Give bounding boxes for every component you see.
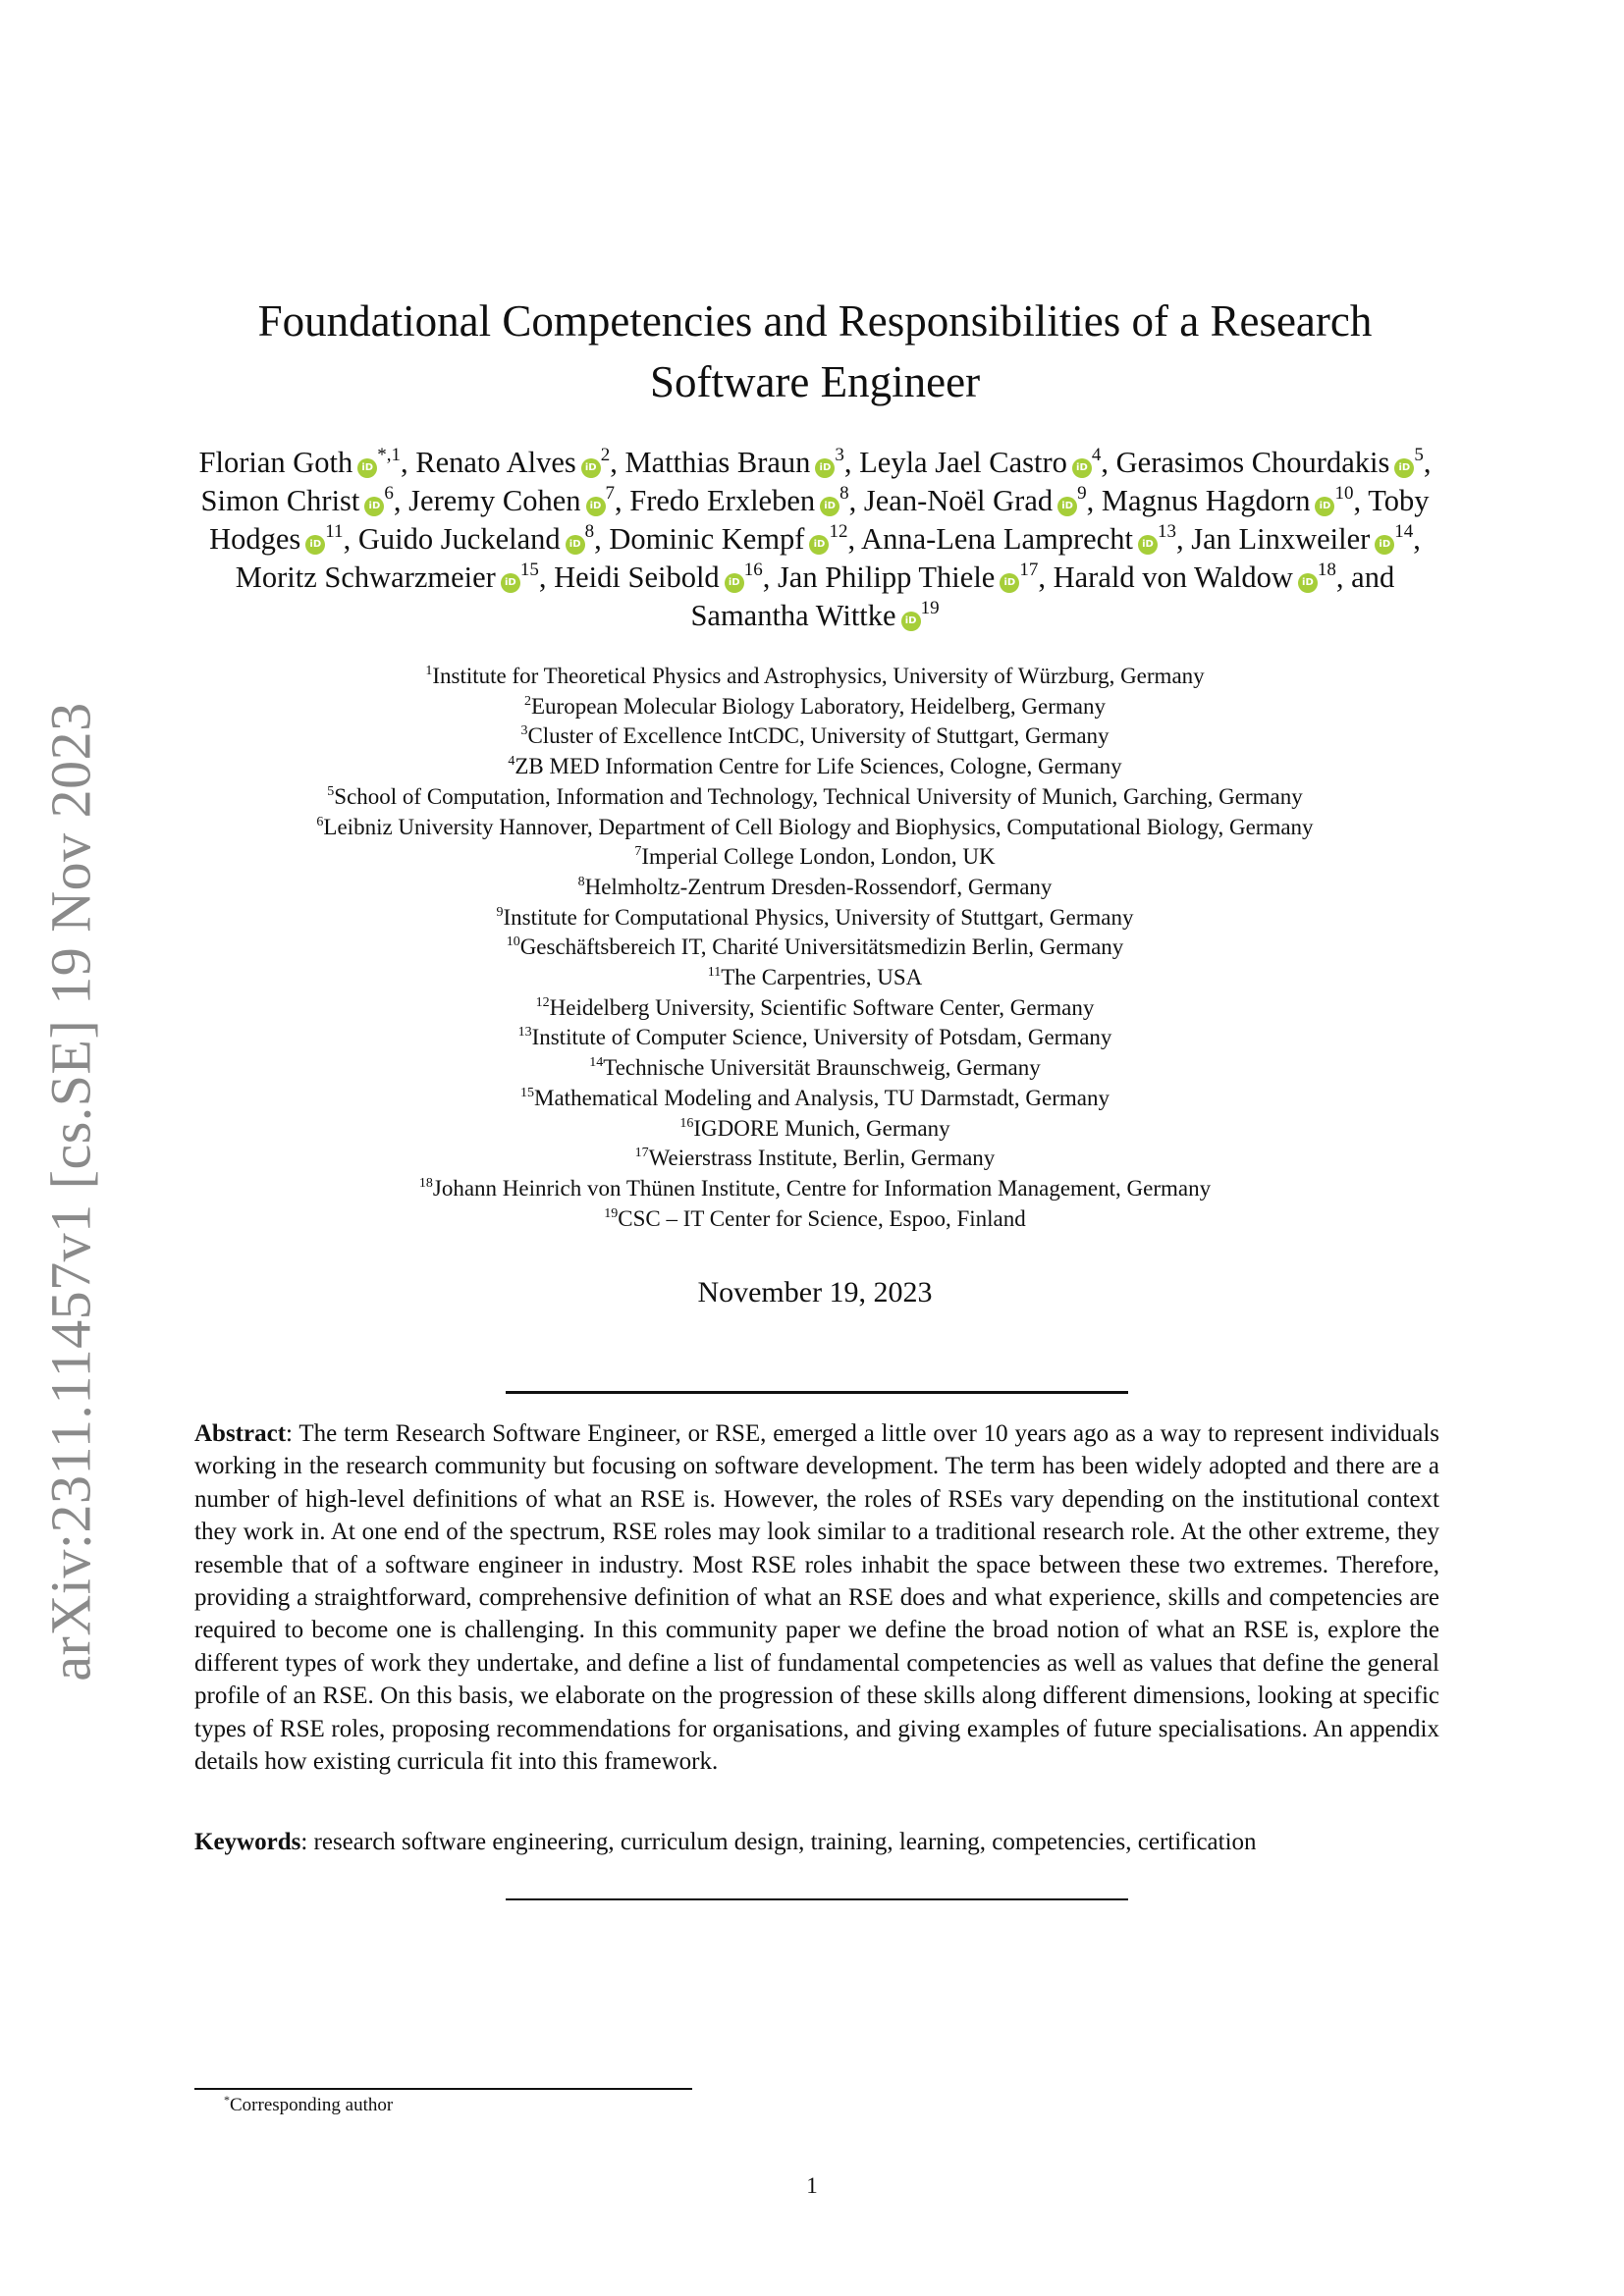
author-affiliation-mark: 13 <box>1157 521 1176 542</box>
author-name: Florian Goth <box>198 446 353 479</box>
author-affiliation-mark: 7 <box>605 483 615 504</box>
orcid-icon[interactable]: iD <box>809 535 829 555</box>
affiliation-number: 12 <box>535 994 550 1010</box>
author-name: Jeremy Cohen <box>408 484 581 517</box>
author-affiliation-mark: 14 <box>1394 521 1414 542</box>
affiliation <box>177 993 1453 1024</box>
affiliation-text: Imperial College London, London, UK <box>641 844 996 870</box>
affiliation-text: CSC – IT Center for Science, Espoo, Finland <box>618 1205 1026 1231</box>
author <box>629 484 848 517</box>
author-name: Gerasimos Chourdakis <box>1115 446 1390 479</box>
author-name: Matthias Braun <box>624 446 811 479</box>
affiliation-text: The Carpentries, USA <box>721 965 923 990</box>
author-name: Leyla Jael Castro <box>859 446 1067 479</box>
author-list: Florian Goth $iD^{*,1}$, Renato Alves $iD^2$, Matthias Braun $iD^3$, Leyla Jael Castro $iD^4$, Gerasimos Chourdakis $iD^5$, Simon Christ $iD^6$, Jeremy Cohen $iD^7$, Fredo Erxleben $iD^8$, Jean-Noël Grad $iD^9$, Magnus Hagdorn $iD^{10}$, Toby Hodges $iD^{11}$, Guido Juckeland $iD^8$, Dominic Kempf $iD^{12}$, Anna-Lena Lamprecht $iD^{13}$, Jan Linxweiler $iD^{14}$, Moritz Schwarzmeier $iD^{15}$, Heidi Seibold $iD^{16}$, Jan Philipp Thiele $iD^{17}$, Harald von Waldow $iD^{18}$, and Samantha Wittke $iD^{19}$ <box>198 445 1432 632</box>
author-name: Moritz Schwarzmeier <box>235 561 496 594</box>
orcid-icon[interactable]: iD <box>501 573 520 593</box>
affiliation-number: 6 <box>316 814 324 829</box>
abstract-bottom-rule <box>506 1898 1128 1900</box>
affiliation-number: 11 <box>707 965 722 981</box>
affiliation-list <box>177 662 1453 1234</box>
affiliation <box>177 692 1453 722</box>
affiliation-text: Johann Heinrich von Thünen Institute, Centre for Information Management, Germany <box>432 1175 1212 1201</box>
author <box>861 522 1176 556</box>
author <box>415 446 610 479</box>
author-affiliation-mark: 15 <box>519 560 539 580</box>
orcid-icon[interactable]: iD <box>1315 497 1334 516</box>
affiliation <box>177 721 1453 752</box>
affiliation <box>177 782 1453 813</box>
affiliation-number: 3 <box>520 723 528 739</box>
author-name: Fredo Erxleben <box>629 484 816 517</box>
affiliation-text: Helmholtz-Zentrum Dresden-Rossendorf, Germany <box>584 874 1053 899</box>
author-affiliation-mark: 18 <box>1317 560 1336 580</box>
author-affiliation-mark: 8 <box>839 483 849 504</box>
author-affiliation-mark: 8 <box>584 521 595 542</box>
author-name: Toby Hodges <box>209 484 1430 556</box>
orcid-icon[interactable]: iD <box>1298 573 1318 593</box>
orcid-icon[interactable]: iD <box>1000 573 1019 593</box>
author-name: Dominic Kempf <box>609 522 805 556</box>
author-affiliation-mark: 16 <box>743 560 763 580</box>
orcid-icon[interactable]: iD <box>364 497 384 516</box>
author <box>690 599 939 632</box>
author-name: Magnus Hagdorn <box>1101 484 1311 517</box>
author-affiliation-mark: 12 <box>829 521 848 542</box>
affiliation <box>177 963 1453 993</box>
author-name: Jan Linxweiler <box>1191 522 1371 556</box>
publication-date: November 19, 2023 <box>697 1276 933 1308</box>
keywords <box>194 1826 1439 1858</box>
affiliation <box>177 752 1453 782</box>
author <box>201 484 394 517</box>
page-number: 1 <box>806 2173 818 2198</box>
affiliation-text: ZB MED Information Centre for Life Sciences, Cologne, Germany <box>514 754 1122 779</box>
author <box>1116 446 1424 479</box>
author-affiliation-mark: 3 <box>835 445 844 465</box>
affiliation-number: 14 <box>589 1055 604 1071</box>
affiliation-number: 2 <box>523 693 531 709</box>
affiliation-number: 13 <box>517 1025 532 1041</box>
author <box>609 522 847 556</box>
orcid-icon[interactable]: iD <box>820 497 839 516</box>
abstract-label: Abstract <box>194 1420 287 1447</box>
author <box>778 561 1038 594</box>
affiliation <box>177 1204 1453 1235</box>
affiliation-number: 15 <box>520 1085 535 1100</box>
author <box>236 561 539 594</box>
affiliation <box>177 1144 1453 1174</box>
orcid-icon[interactable]: iD <box>1394 458 1414 478</box>
affiliation-text: Institute for Computational Physics, University of Stuttgart, Germany <box>503 904 1134 930</box>
affiliation <box>177 1023 1453 1053</box>
affiliation-number: 17 <box>634 1146 649 1161</box>
affiliation <box>177 1053 1453 1084</box>
author-name: Harald von Waldow <box>1053 561 1293 594</box>
author-name: Jan Philipp Thiele <box>777 561 996 594</box>
author-affiliation-mark: 10 <box>1334 483 1354 504</box>
orcid-icon[interactable]: iD <box>725 573 744 593</box>
orcid-icon[interactable]: iD <box>815 458 835 478</box>
orcid-icon[interactable]: iD <box>305 535 325 555</box>
affiliation-number: 5 <box>327 783 335 799</box>
footnote <box>224 2095 393 2116</box>
abstract-text: : The term Research Software Engineer, or RSE, emerged a little over 10 years ago as a way to represent individuals working in the research community but focusing on software development. The term has been widely adopted and there are a number of high-level definitions of what an RSE is. However, the roles of RSEs vary depending on the institutional context they work in. At one end of the spectrum, RSE roles may look similar to a traditional research role. At the other extreme, they resemble that of a software engineer in industry. Most RSE roles inhabit the space between these two extremes. Therefore, providing a straightforward, comprehensive definition of what an RSE does and what experience, skills and competencies are required to become one is challenging. In this community paper we define the broad notion of what an RSE is, explore the different types of work they undertake, and define a list of fundamental competencies as well as values that define the general profile of an RSE. On this basis, we elaborate on the progression of these skills along different dimensions, looking at specific types of RSE roles, proposing recommendations for organisations, and giving examples of future specialisations. An appendix details how existing curricula fit into this framework. <box>194 1420 1439 1776</box>
affiliation-text: Weierstrass Institute, Berlin, Germany <box>648 1146 996 1171</box>
affiliation-text: Institute of Computer Science, University of Potsdam, Germany <box>531 1025 1112 1050</box>
orcid-icon[interactable]: iD <box>1138 535 1158 555</box>
footnote-text: Corresponding author <box>230 2095 394 2115</box>
author <box>859 446 1101 479</box>
affiliation-number: 1 <box>425 664 433 678</box>
affiliation <box>177 662 1453 692</box>
author <box>554 561 763 594</box>
author-affiliation-mark: 9 <box>1077 483 1087 504</box>
orcid-icon[interactable]: iD <box>1057 497 1077 516</box>
affiliation-number: 4 <box>508 754 515 770</box>
keywords-label: Keywords <box>194 1829 301 1855</box>
affiliation-number: 10 <box>506 934 520 950</box>
author-name: Anna-Lena Lamprecht <box>861 522 1133 556</box>
author-name: Heidi Seibold <box>554 561 720 594</box>
author <box>408 484 615 517</box>
orcid-icon[interactable]: iD <box>357 458 377 478</box>
affiliation <box>177 903 1453 934</box>
author-affiliation-mark: 2 <box>600 445 611 465</box>
orcid-icon[interactable]: iD <box>586 497 606 516</box>
affiliation-text: Geschäftsbereich IT, Charité Universitätsmedizin Berlin, Germany <box>519 934 1124 960</box>
abstract-top-rule <box>506 1391 1128 1394</box>
author-name: Guido Juckeland <box>357 522 561 556</box>
affiliation-text: Institute for Theoretical Physics and Astrophysics, University of Würzburg, Germany <box>432 664 1205 688</box>
affiliation-number: 9 <box>496 904 504 920</box>
orcid-icon[interactable]: iD <box>901 612 921 631</box>
author-name: Jean-Noël Grad <box>863 484 1054 517</box>
author-affiliation-mark: 4 <box>1091 445 1102 465</box>
affiliation-number: 19 <box>604 1205 619 1221</box>
arxiv-identifier-stamp: arXiv:2311.11457v1 [cs.SE] 19 Nov 2023 <box>38 702 103 1682</box>
affiliation-number: 18 <box>418 1175 433 1191</box>
affiliation-number: 7 <box>634 844 642 860</box>
footnote-mark: * <box>224 2093 230 2107</box>
orcid-icon[interactable]: iD <box>1072 458 1092 478</box>
affiliation-text: European Molecular Biology Laboratory, Heidelberg, Germany <box>530 693 1107 719</box>
author-affiliation-mark: 5 <box>1414 445 1424 465</box>
affiliation-text: School of Computation, Information and Technology, Technical University of Munich, Garching, Germany <box>334 783 1303 809</box>
footnote-rule <box>194 2088 692 2090</box>
affiliation-text: Leibniz University Hannover, Department of Cell Biology and Biophysics, Computational Biology, Germany <box>323 814 1314 839</box>
affiliation <box>177 1084 1453 1114</box>
author-affiliation-mark: 17 <box>1019 560 1039 580</box>
author-name: Renato Alves <box>415 446 576 479</box>
author-name: Samantha Wittke <box>690 599 896 632</box>
affiliation <box>177 933 1453 963</box>
author <box>358 522 594 556</box>
affiliation-number: 16 <box>679 1115 694 1131</box>
affiliation-text: Technische Universität Braunschweig, Germany <box>603 1055 1041 1081</box>
affiliation <box>177 873 1453 903</box>
author-affiliation-mark: 6 <box>384 483 394 504</box>
author <box>1191 522 1413 556</box>
affiliation <box>177 842 1453 873</box>
affiliation <box>177 1174 1453 1204</box>
author <box>864 484 1087 517</box>
orcid-icon[interactable]: iD <box>1375 535 1394 555</box>
keywords-text: : research software engineering, curriculum design, training, learning, competencies, certification <box>300 1829 1257 1855</box>
abstract <box>194 1417 1439 1778</box>
affiliation-number: 8 <box>577 874 585 889</box>
author <box>1102 484 1354 517</box>
orcid-icon[interactable]: iD <box>581 458 601 478</box>
author <box>625 446 844 479</box>
affiliation <box>177 1114 1453 1145</box>
affiliation <box>177 813 1453 843</box>
paper-title: Foundational Competencies and Responsibilities of a Research Software Engineer <box>257 296 1373 406</box>
author-name: Simon Christ <box>200 484 360 517</box>
affiliation-text: Heidelberg University, Scientific Software Center, Germany <box>549 994 1095 1020</box>
affiliation-text: Mathematical Modeling and Analysis, TU Darmstadt, Germany <box>534 1085 1110 1110</box>
author-affiliation-mark: *,1 <box>377 445 401 465</box>
orcid-icon[interactable]: iD <box>566 535 585 555</box>
affiliation-text: IGDORE Munich, Germany <box>693 1115 950 1141</box>
author <box>199 446 401 479</box>
author <box>1054 561 1336 594</box>
affiliation-text: Cluster of Excellence IntCDC, University of Stuttgart, Germany <box>527 723 1110 749</box>
author-affiliation-mark: 11 <box>325 521 344 542</box>
author-affiliation-mark: 19 <box>920 598 940 618</box>
